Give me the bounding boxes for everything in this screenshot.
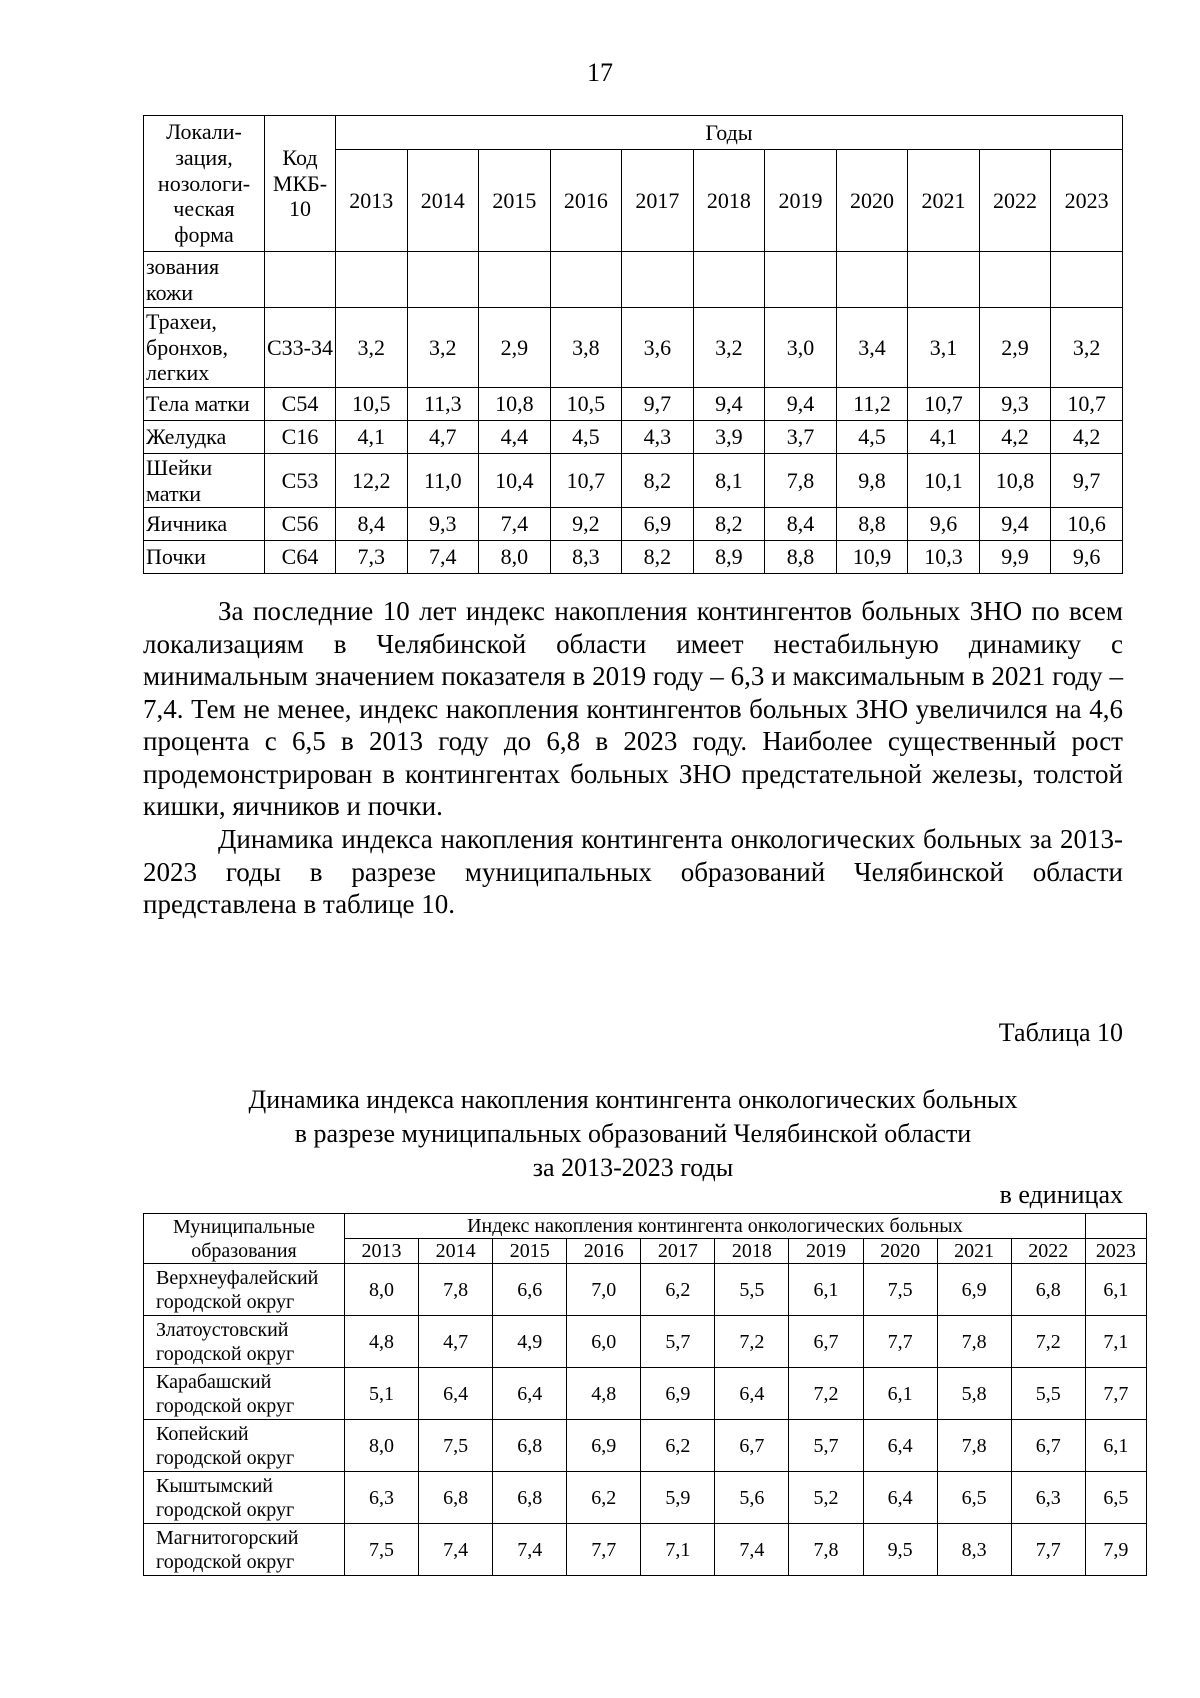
table-cell: 6,1 xyxy=(863,1368,937,1420)
row-code xyxy=(265,252,336,308)
row-code: С33-34 xyxy=(265,308,336,388)
table-cell: 4,8 xyxy=(567,1368,641,1420)
table-cell: 11,2 xyxy=(836,388,908,421)
table-cell: 7,4 xyxy=(493,1524,567,1576)
row-name: Тела матки xyxy=(144,388,265,421)
table-cell: 10,4 xyxy=(479,454,551,508)
table-row xyxy=(144,1472,1147,1524)
table-cell: 10,6 xyxy=(1051,508,1123,541)
table-cell: 8,3 xyxy=(550,541,622,574)
table-cell: 7,2 xyxy=(1011,1316,1085,1368)
table-cell: 5,1 xyxy=(345,1368,419,1420)
row-name: Яичника xyxy=(144,508,265,541)
table-cell: 8,9 xyxy=(693,541,765,574)
year-header: 2023 xyxy=(1085,1239,1146,1264)
table-row xyxy=(144,388,1123,421)
table-cell: 7,8 xyxy=(419,1264,493,1316)
table-cell: 4,2 xyxy=(1051,421,1123,454)
table-cell: 7,3 xyxy=(336,541,408,574)
table-cell: 9,4 xyxy=(979,508,1051,541)
table-cell: 6,3 xyxy=(345,1472,419,1524)
table-cell: 6,3 xyxy=(1011,1472,1085,1524)
year-header: 2013 xyxy=(345,1239,419,1264)
paragraph-reference: Динамика индекса накопления контингента онкологических больных за 2013-2023 годы в разрезе муниципальных образований Челябинской области представлена в таблице 10. xyxy=(143,824,1123,919)
table-label: Таблица 10 xyxy=(998,1018,1123,1047)
table-cell: 5,6 xyxy=(715,1472,789,1524)
year-header: 2022 xyxy=(1011,1239,1085,1264)
units-label: в единицах xyxy=(999,1180,1123,1209)
table-cell: 7,8 xyxy=(789,1524,863,1576)
table-cell: 10,7 xyxy=(550,454,622,508)
table-cell: 6,9 xyxy=(937,1264,1011,1316)
table-cell: 7,7 xyxy=(863,1316,937,1368)
table-cell: 6,8 xyxy=(493,1420,567,1472)
table-cell: 7,8 xyxy=(937,1420,1011,1472)
row-name: Златоустовский городской округ xyxy=(144,1316,345,1368)
table-cell xyxy=(765,252,837,308)
municipality-table xyxy=(143,1213,1147,1576)
year-header: 2015 xyxy=(479,150,551,252)
table-cell: 9,5 xyxy=(863,1524,937,1576)
table-cell: 5,2 xyxy=(789,1472,863,1524)
table-cell: 6,2 xyxy=(641,1420,715,1472)
table-cell: 3,2 xyxy=(1051,308,1123,388)
row-name: Кыштымский городской округ xyxy=(144,1472,345,1524)
table-row xyxy=(144,508,1123,541)
table-cell: 6,7 xyxy=(715,1420,789,1472)
row-name: зования кожи xyxy=(144,252,265,308)
table-cell: 8,2 xyxy=(622,541,694,574)
table-cell: 6,9 xyxy=(567,1420,641,1472)
table-cell: 9,9 xyxy=(979,541,1051,574)
year-header: 2013 xyxy=(336,150,408,252)
table-cell: 7,7 xyxy=(567,1524,641,1576)
table-cell: 7,1 xyxy=(1085,1316,1146,1368)
table-cell: 8,4 xyxy=(336,508,408,541)
table-cell: 3,0 xyxy=(765,308,837,388)
table-cell: 2,9 xyxy=(479,308,551,388)
table-cell: 10,1 xyxy=(908,454,980,508)
table-cell: 8,2 xyxy=(622,454,694,508)
table-cell: 6,4 xyxy=(493,1368,567,1420)
table-cell: 6,1 xyxy=(789,1264,863,1316)
table-cell: 6,8 xyxy=(419,1472,493,1524)
table-cell: 10,5 xyxy=(336,388,408,421)
table-cell: 6,4 xyxy=(715,1368,789,1420)
table-cell: 6,4 xyxy=(863,1472,937,1524)
table-cell: 6,4 xyxy=(863,1420,937,1472)
row-name: Верхнеуфалейский городской округ xyxy=(144,1264,345,1316)
table-cell: 8,4 xyxy=(765,508,837,541)
year-header: 2016 xyxy=(567,1239,641,1264)
table-cell: 4,7 xyxy=(407,421,479,454)
table-cell: 6,7 xyxy=(1011,1420,1085,1472)
table-cell: 6,4 xyxy=(419,1368,493,1420)
table-cell: 5,5 xyxy=(1011,1368,1085,1420)
table-cell: 8,0 xyxy=(345,1264,419,1316)
table-cell: 8,2 xyxy=(693,508,765,541)
table-title: Динамика индекса накопления контингента онкологических больных в разрезе муниципальных образований Челябинской области за 2013-2023 годы xyxy=(248,1085,1018,1182)
table-cell: 3,4 xyxy=(836,308,908,388)
table-cell: 10,7 xyxy=(908,388,980,421)
table-cell xyxy=(979,252,1051,308)
table-cell: 3,2 xyxy=(336,308,408,388)
table-cell: 4,9 xyxy=(493,1316,567,1368)
table-cell: 7,5 xyxy=(863,1264,937,1316)
year-header: 2019 xyxy=(765,150,837,252)
table-cell: 6,8 xyxy=(1011,1264,1085,1316)
table-cell: 4,3 xyxy=(622,421,694,454)
year-header: 2014 xyxy=(407,150,479,252)
table-cell: 6,5 xyxy=(1085,1472,1146,1524)
table-cell: 4,1 xyxy=(908,421,980,454)
table-cell: 10,5 xyxy=(550,388,622,421)
table-cell: 7,4 xyxy=(479,508,551,541)
table-cell: 4,1 xyxy=(336,421,408,454)
year-header: 2023 xyxy=(1051,150,1123,252)
table-cell: 7,2 xyxy=(789,1368,863,1420)
year-header: 2018 xyxy=(715,1239,789,1264)
table-cell: 12,2 xyxy=(336,454,408,508)
header-localization: Локали- зация, нозологи- ческая форма xyxy=(144,116,265,252)
table-cell: 6,1 xyxy=(1085,1420,1146,1472)
table-cell: 6,0 xyxy=(567,1316,641,1368)
page-number: 17 xyxy=(587,58,613,87)
table-row xyxy=(144,421,1123,454)
table-cell: 9,2 xyxy=(550,508,622,541)
table-cell: 7,4 xyxy=(715,1524,789,1576)
table-cell xyxy=(479,252,551,308)
table-row xyxy=(144,252,1123,308)
table-cell: 6,9 xyxy=(622,508,694,541)
table-cell: 8,8 xyxy=(765,541,837,574)
table-cell: 3,1 xyxy=(908,308,980,388)
table-cell: 3,2 xyxy=(407,308,479,388)
table-cell: 3,2 xyxy=(693,308,765,388)
table-cell xyxy=(693,252,765,308)
table-cell: 8,3 xyxy=(937,1524,1011,1576)
table-cell xyxy=(550,252,622,308)
table-row xyxy=(144,1264,1147,1316)
header-municipality: Муниципальные образования xyxy=(144,1214,345,1264)
table-cell: 9,4 xyxy=(693,388,765,421)
row-name: Почки xyxy=(144,541,265,574)
paragraph-summary: За последние 10 лет индекс накопления контингентов больных ЗНО по всем локализациям в Челябинской области имеет нестабильную динамику с минимальным значением показателя в 2019 году – 6,3 и максимальным в 2021 году – 7,4. Тем не менее, индекс накопления контингентов больных ЗНО увеличился на 4,6 процента с 6,5 в 2013 году до 6,8 в 2023 году. Наиболее существенный рост продемонстрирован в контингентах больных ЗНО предстательной железы, толстой кишки, яичников и почки. xyxy=(143,596,1123,821)
year-header: 2017 xyxy=(622,150,694,252)
table-cell: 6,2 xyxy=(567,1472,641,1524)
row-name: Копейский городской округ xyxy=(144,1420,345,1472)
table-cell: 6,1 xyxy=(1085,1264,1146,1316)
table-row xyxy=(144,541,1123,574)
table-cell: 9,6 xyxy=(908,508,980,541)
table-cell: 7,8 xyxy=(765,454,837,508)
table-cell xyxy=(1051,252,1123,308)
table-cell: 8,0 xyxy=(479,541,551,574)
table-cell: 9,4 xyxy=(765,388,837,421)
table-cell: 7,7 xyxy=(1085,1368,1146,1420)
table-cell: 6,8 xyxy=(493,1472,567,1524)
table-cell: 2,9 xyxy=(979,308,1051,388)
table-cell: 11,3 xyxy=(407,388,479,421)
table-cell: 3,8 xyxy=(550,308,622,388)
table-cell xyxy=(908,252,980,308)
year-header: 2020 xyxy=(863,1239,937,1264)
table-cell: 10,9 xyxy=(836,541,908,574)
localization-table xyxy=(143,115,1123,574)
table-cell: 7,9 xyxy=(1085,1524,1146,1576)
table-cell: 4,5 xyxy=(836,421,908,454)
year-header: 2021 xyxy=(937,1239,1011,1264)
table-cell: 9,3 xyxy=(979,388,1051,421)
table-cell: 9,6 xyxy=(1051,541,1123,574)
table-cell: 7,1 xyxy=(641,1524,715,1576)
table-row xyxy=(144,1368,1147,1420)
header-years: Годы xyxy=(336,116,1123,150)
table-cell: 9,7 xyxy=(622,388,694,421)
year-header: 2017 xyxy=(641,1239,715,1264)
row-code: С64 xyxy=(265,541,336,574)
table-cell: 7,2 xyxy=(715,1316,789,1368)
year-header: 2014 xyxy=(419,1239,493,1264)
row-code: С16 xyxy=(265,421,336,454)
table-cell: 4,4 xyxy=(479,421,551,454)
row-code: С54 xyxy=(265,388,336,421)
row-name: Карабашский городской округ xyxy=(144,1368,345,1420)
table-cell: 8,8 xyxy=(836,508,908,541)
year-header: 2022 xyxy=(979,150,1051,252)
table-cell: 4,8 xyxy=(345,1316,419,1368)
table-row xyxy=(144,1420,1147,1472)
table-cell xyxy=(622,252,694,308)
table-cell: 4,5 xyxy=(550,421,622,454)
table-cell: 5,7 xyxy=(641,1316,715,1368)
table-cell: 10,8 xyxy=(479,388,551,421)
table-cell: 7,8 xyxy=(937,1316,1011,1368)
table-cell: 10,7 xyxy=(1051,388,1123,421)
table-cell: 7,7 xyxy=(1011,1524,1085,1576)
row-name: Желудка xyxy=(144,421,265,454)
year-header: 2016 xyxy=(550,150,622,252)
year-header: 2021 xyxy=(908,150,980,252)
table-cell: 7,0 xyxy=(567,1264,641,1316)
header-code: Код МКБ- 10 xyxy=(265,116,336,252)
table-cell: 5,7 xyxy=(789,1420,863,1472)
table-cell: 10,8 xyxy=(979,454,1051,508)
header-index: Индекс накопления контингента онкологических больных xyxy=(345,1214,1086,1239)
table-cell: 3,6 xyxy=(622,308,694,388)
table-cell: 9,3 xyxy=(407,508,479,541)
year-header: 2020 xyxy=(836,150,908,252)
table-cell xyxy=(836,252,908,308)
table-row xyxy=(144,454,1123,508)
row-code: С56 xyxy=(265,508,336,541)
table-cell: 3,7 xyxy=(765,421,837,454)
year-header: 2015 xyxy=(493,1239,567,1264)
table-cell: 8,0 xyxy=(345,1420,419,1472)
table-cell: 4,7 xyxy=(419,1316,493,1368)
table-cell: 8,1 xyxy=(693,454,765,508)
table-cell: 6,5 xyxy=(937,1472,1011,1524)
table-cell: 5,9 xyxy=(641,1472,715,1524)
table-cell: 7,5 xyxy=(345,1524,419,1576)
row-name: Трахеи, бронхов, легких xyxy=(144,308,265,388)
table-cell: 5,5 xyxy=(715,1264,789,1316)
table-cell: 6,6 xyxy=(493,1264,567,1316)
year-header: 2019 xyxy=(789,1239,863,1264)
table-row xyxy=(144,1316,1147,1368)
table-cell: 10,3 xyxy=(908,541,980,574)
table-row xyxy=(144,308,1123,388)
row-code: С53 xyxy=(265,454,336,508)
table-cell: 6,9 xyxy=(641,1368,715,1420)
table-cell xyxy=(336,252,408,308)
row-name: Магнитогорский городской округ xyxy=(144,1524,345,1576)
header-blank xyxy=(1085,1214,1146,1239)
table-cell: 6,2 xyxy=(641,1264,715,1316)
table-cell: 4,2 xyxy=(979,421,1051,454)
table-cell: 5,8 xyxy=(937,1368,1011,1420)
table-cell: 11,0 xyxy=(407,454,479,508)
table-cell: 6,7 xyxy=(789,1316,863,1368)
row-name: Шейки матки xyxy=(144,454,265,508)
table-cell xyxy=(407,252,479,308)
table-row xyxy=(144,1524,1147,1576)
table-cell: 7,4 xyxy=(407,541,479,574)
table-cell: 7,5 xyxy=(419,1420,493,1472)
table-cell: 9,8 xyxy=(836,454,908,508)
year-header: 2018 xyxy=(693,150,765,252)
table-cell: 9,7 xyxy=(1051,454,1123,508)
table-cell: 3,9 xyxy=(693,421,765,454)
table-cell: 7,4 xyxy=(419,1524,493,1576)
